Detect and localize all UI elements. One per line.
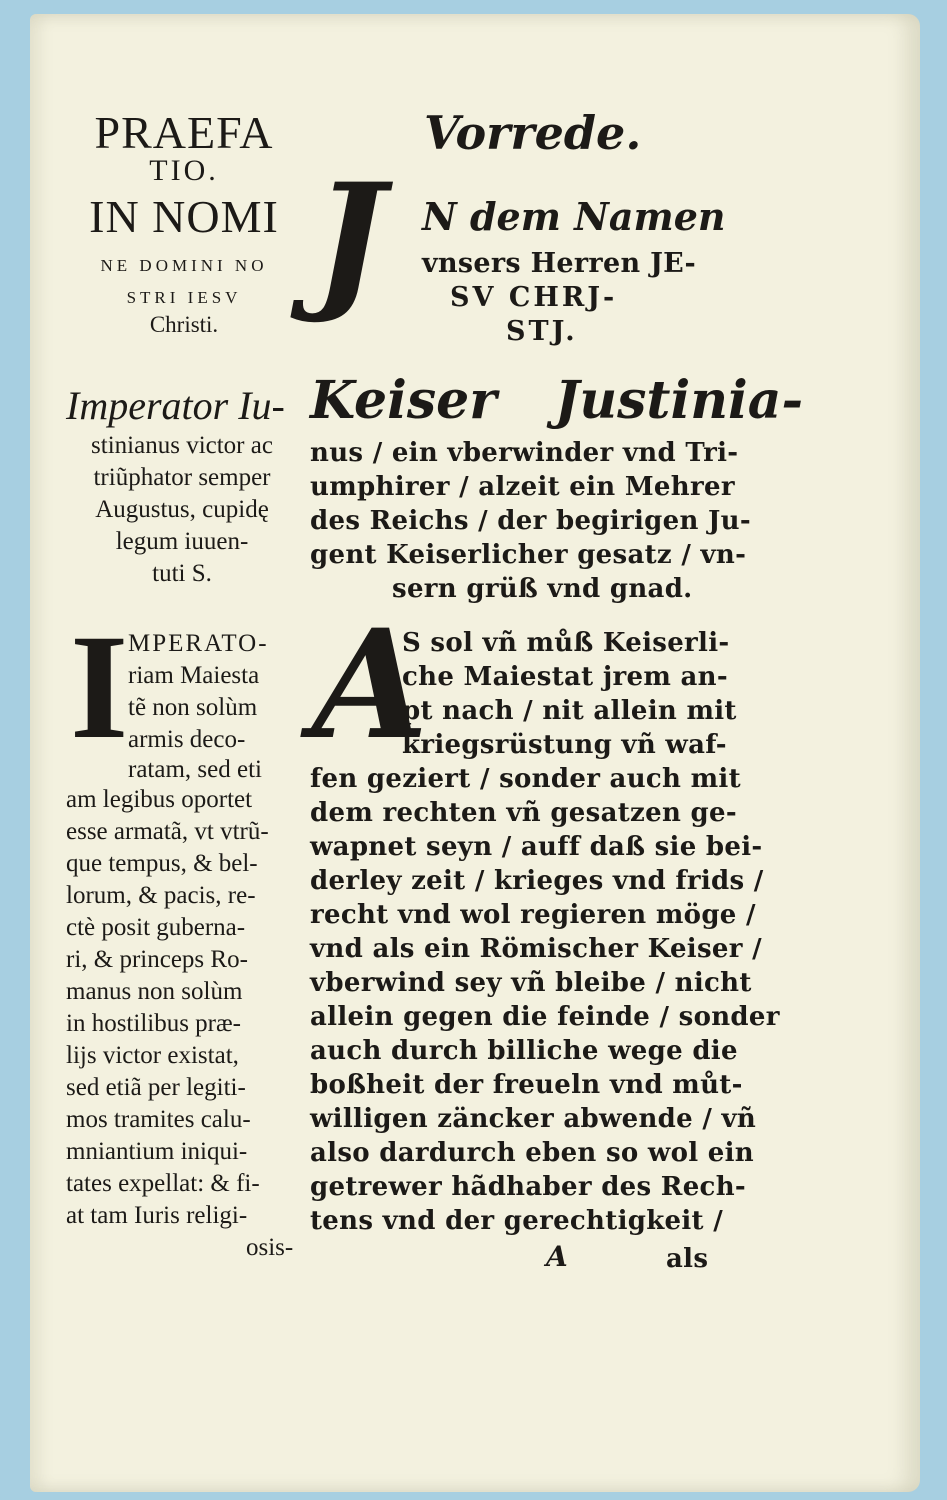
german-cap-line: kriegsrüstung vñ waf- [402, 730, 727, 760]
german-body-line: boßheit der freueln vnd můt- [310, 1070, 743, 1100]
german-body-line: recht vnd wol regieren möge / [310, 900, 756, 930]
german-intro-line: des Reichs / der begirigen Ju- [310, 506, 751, 536]
latin-intro-line: triũphator semper [93, 464, 271, 491]
german-head-line: SV CHRJ- [450, 282, 618, 313]
latin-catchword: osis- [246, 1234, 294, 1261]
german-catchword: als [666, 1244, 709, 1274]
latin-body-line: que tempus, & bel- [66, 850, 258, 877]
latin-heading-line-6: Christi. [149, 312, 219, 337]
german-body-line: getrewer hãdhaber des Rech- [310, 1172, 746, 1202]
latin-body-line: ctè posit guberna- [66, 914, 246, 941]
latin-intro-title: Imperator Iu- [66, 383, 285, 428]
german-body-line: allein gegen die feinde / sonder [310, 1002, 780, 1032]
german-body-line: dem rechten vñ gesatzen ge- [310, 798, 737, 828]
book-page [30, 14, 920, 1492]
german-body-line: willigen zäncker abwende / vñ [310, 1104, 757, 1134]
latin-body-line: ri, & princeps Ro- [66, 946, 248, 973]
german-head-line: N dem Namen [422, 194, 726, 239]
latin-body-line: lorum, & pacis, re- [66, 882, 256, 909]
latin-cap-line: tẽ non solùm [128, 694, 258, 721]
german-body-line: vberwind sey vñ bleibe / nicht [310, 968, 752, 998]
german-body-line: wapnet seyn / auff daß sie bei- [310, 832, 763, 862]
latin-body-line: mniantium iniqui- [66, 1138, 248, 1165]
german-intro-line: nus / ein vberwinder vnd Tri- [310, 438, 739, 468]
german-drop-cap-1: J [314, 151, 385, 327]
latin-intro-line: legum iuuen- [115, 528, 249, 555]
german-body-line: also dardurch eben so wol ein [310, 1138, 754, 1168]
latin-heading-line-1: PRAEFA [94, 107, 274, 158]
latin-body-line: am legibus oportet [66, 786, 253, 813]
latin-body-line: at tam Iuris religi- [66, 1202, 248, 1229]
german-intro-title: Keiser Justinia- [310, 370, 804, 431]
latin-heading-line-3: IN NOMI [89, 191, 279, 242]
latin-heading-line-4: NE DOMINI NO [100, 256, 268, 275]
latin-intro-line: stinianus victor ac [91, 432, 273, 459]
signature-mark: A [546, 1240, 568, 1273]
latin-body-line: manus non solùm [66, 978, 243, 1005]
latin-heading-line-5: STRI IESV [126, 288, 242, 307]
latin-cap-line: MPERATO- [128, 630, 269, 657]
latin-body-line: mos tramites calu- [66, 1106, 251, 1133]
german-body-line: vnd als ein Römischer Keiser / [310, 934, 762, 964]
german-intro-line: gent Keiserlicher gesatz / vn- [310, 540, 747, 570]
latin-cap-line: armis deco- [128, 726, 246, 753]
german-title: Vorrede. [424, 106, 642, 160]
german-body-line: auch durch billiche wege die [310, 1036, 738, 1066]
german-intro-line: sern grüß vnd gnad. [392, 574, 693, 604]
german-head-line: STJ. [506, 316, 578, 347]
german-drop-cap-2: A [312, 597, 429, 773]
german-cap-line: che Maiestat jrem an- [402, 662, 728, 692]
latin-cap-line: riam Maiesta [128, 662, 260, 689]
german-cap-line: S sol vñ můß Keiserli- [402, 628, 730, 658]
german-body-line: tens vnd der gerechtigkeit / [310, 1206, 724, 1236]
latin-body-line: in hostilibus præ- [66, 1010, 242, 1037]
latin-drop-cap: I [70, 604, 129, 770]
latin-heading-line-2: TIO. [149, 154, 219, 187]
latin-intro-line: Augustus, cupidę [95, 496, 269, 523]
german-cap-line: pt nach / nit allein mit [402, 696, 737, 726]
german-intro-line: umphirer / alzeit ein Mehrer [310, 472, 735, 502]
latin-body-line: sed etiã per legiti- [66, 1074, 246, 1101]
german-head-line: vnsers Herren JE- [422, 248, 697, 279]
latin-cap-line: ratam, sed eti [128, 756, 262, 783]
german-body-line: derley zeit / krieges vnd frids / [310, 866, 764, 896]
latin-intro-line: tuti S. [152, 560, 212, 587]
latin-body-line: lijs victor existat, [66, 1042, 239, 1069]
german-body-line: fen geziert / sonder auch mit [310, 764, 741, 794]
latin-body-line: tates expellat: & fi- [66, 1170, 260, 1197]
latin-body-line: esse armatã, vt vtrũ- [66, 818, 269, 845]
